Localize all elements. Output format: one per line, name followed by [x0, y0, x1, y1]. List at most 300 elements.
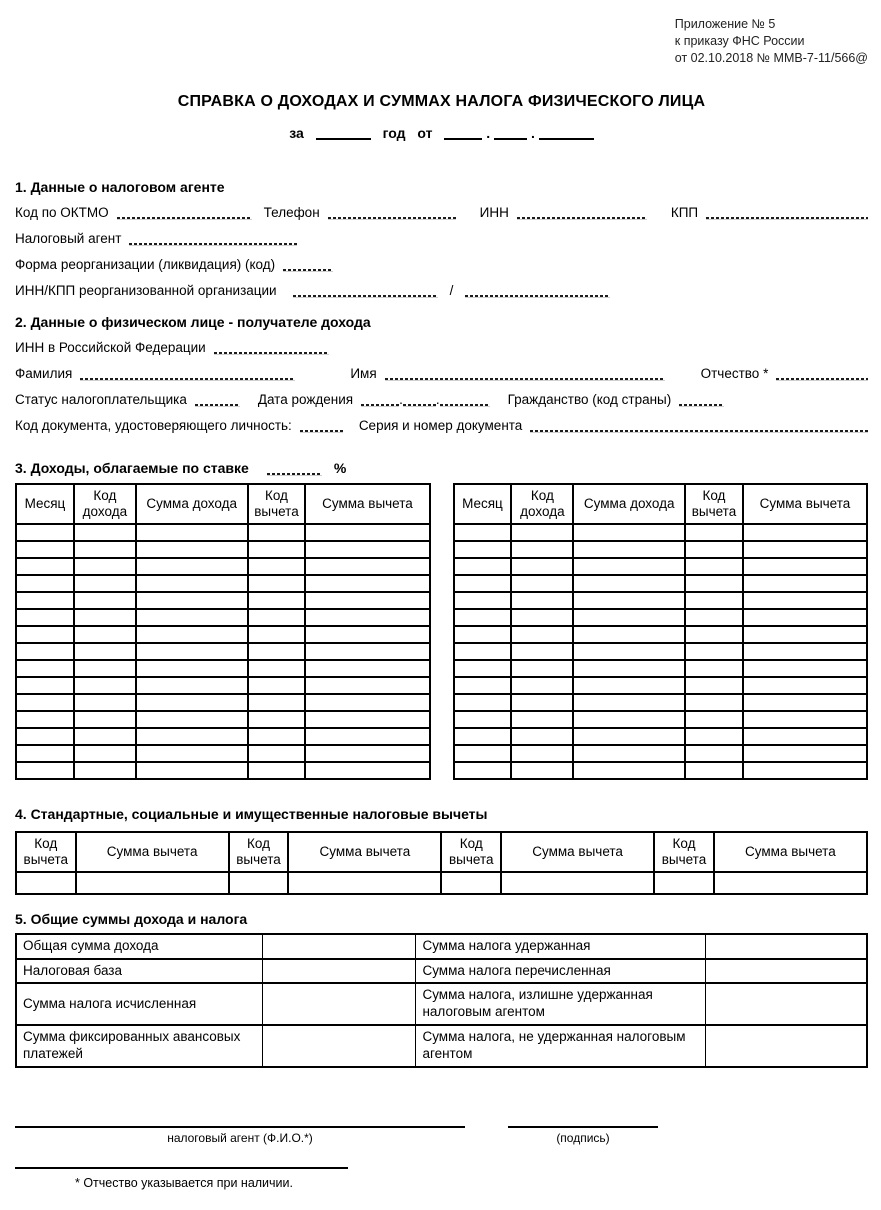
- income-table-cell[interactable]: [743, 609, 867, 626]
- income-table-cell[interactable]: [16, 762, 74, 779]
- oktmo-field[interactable]: [117, 206, 252, 220]
- income-table-cell[interactable]: [248, 711, 306, 728]
- period-year-field[interactable]: [316, 128, 371, 140]
- agent-signature-caption: налоговый агент (Ф.И.О.*): [167, 1130, 313, 1145]
- income-table-cell[interactable]: [573, 711, 685, 728]
- income-table-cell[interactable]: [454, 592, 512, 609]
- deductions-table-row: [16, 872, 867, 894]
- income-table-cell[interactable]: [136, 626, 248, 643]
- deduction-sum-header: Сумма вычета: [714, 832, 867, 872]
- period-year2-field[interactable]: [539, 128, 594, 140]
- income-table-cell[interactable]: [16, 524, 74, 541]
- totals-left-value[interactable]: [263, 983, 416, 1025]
- income-table-cell[interactable]: [454, 694, 512, 711]
- income-table-cell[interactable]: [248, 541, 306, 558]
- deduction-code-header: Код вычета: [16, 832, 76, 872]
- income-table-cell[interactable]: [511, 711, 573, 728]
- income-table-cell[interactable]: [743, 626, 867, 643]
- agent-inn-field[interactable]: [517, 206, 647, 220]
- section3-heading-row: [15, 459, 868, 476]
- income-table-cell[interactable]: [685, 609, 743, 626]
- period-ot-label: от: [417, 124, 433, 141]
- income-table-cell[interactable]: [743, 660, 867, 677]
- income-table-cell[interactable]: [454, 575, 512, 592]
- income-table-row: [454, 609, 868, 626]
- income-table-cell[interactable]: [305, 762, 429, 779]
- totals-right-label: Сумма налога, не удержанная налоговым агентом: [416, 1025, 705, 1067]
- income-table-row: [454, 694, 868, 711]
- income-table-cell[interactable]: [743, 592, 867, 609]
- income-table-row: [454, 575, 868, 592]
- percent-sign: %: [333, 459, 347, 476]
- reorg-form-label: Форма реорганизации (ликвидация) (код): [15, 256, 276, 272]
- income-table-cell[interactable]: [573, 558, 685, 575]
- period-za-label: за: [289, 124, 304, 141]
- income-column-header: Код дохода: [74, 484, 136, 524]
- income-table-row: [454, 558, 868, 575]
- income-table-row: [16, 575, 430, 592]
- income-table-cell[interactable]: [573, 592, 685, 609]
- totals-right-label: Сумма налога перечисленная: [416, 959, 705, 984]
- footnote-divider: [15, 1167, 348, 1169]
- birth-day-field[interactable]: [361, 393, 399, 407]
- income-table-cell[interactable]: [573, 694, 685, 711]
- income-table-cell[interactable]: [305, 592, 429, 609]
- income-column-header: Сумма вычета: [305, 484, 429, 524]
- deductions-table-cell[interactable]: [501, 872, 654, 894]
- birthdate-label: Дата рождения: [257, 391, 354, 407]
- totals-left-label: Налоговая база: [16, 959, 263, 984]
- income-table-row: [16, 643, 430, 660]
- income-table-cell[interactable]: [74, 541, 136, 558]
- totals-left-value[interactable]: [263, 959, 416, 984]
- income-table-cell[interactable]: [685, 728, 743, 745]
- income-table-cell[interactable]: [248, 592, 306, 609]
- income-table-cell[interactable]: [74, 609, 136, 626]
- income-table-cell[interactable]: [454, 677, 512, 694]
- income-table-cell[interactable]: [305, 626, 429, 643]
- income-table-cell[interactable]: [743, 694, 867, 711]
- income-table-row: [454, 745, 868, 762]
- income-table-cell[interactable]: [136, 541, 248, 558]
- phone-label: Телефон: [263, 204, 320, 220]
- income-table-row: [454, 541, 868, 558]
- income-table-cell[interactable]: [573, 660, 685, 677]
- income-table-cell[interactable]: [16, 694, 74, 711]
- income-table-cell[interactable]: [248, 694, 306, 711]
- income-table-cell[interactable]: [74, 660, 136, 677]
- income-table-cell[interactable]: [454, 711, 512, 728]
- section1-heading: 1. Данные о налоговом агенте: [15, 178, 225, 195]
- income-table-cell[interactable]: [305, 711, 429, 728]
- income-table-row: [16, 626, 430, 643]
- income-table: [453, 483, 869, 780]
- income-table-cell[interactable]: [136, 711, 248, 728]
- income-table-cell[interactable]: [248, 575, 306, 592]
- income-table-cell[interactable]: [454, 745, 512, 762]
- income-table-cell[interactable]: [511, 677, 573, 694]
- income-table-row: [16, 660, 430, 677]
- income-table-cell[interactable]: [74, 524, 136, 541]
- income-table-cell[interactable]: [74, 711, 136, 728]
- deduction-sum-header: Сумма вычета: [288, 832, 441, 872]
- person-inn-field[interactable]: [214, 341, 329, 355]
- income-table-cell[interactable]: [511, 558, 573, 575]
- totals-right-value[interactable]: [705, 983, 867, 1025]
- agent-signature-line[interactable]: [15, 1112, 465, 1128]
- income-table-cell[interactable]: [511, 694, 573, 711]
- income-table-cell[interactable]: [685, 660, 743, 677]
- section2-heading: 2. Данные о физическом лице - получателе дохода: [15, 313, 371, 330]
- income-table-cell[interactable]: [248, 677, 306, 694]
- surname-label: Фамилия: [15, 365, 73, 381]
- period-line: [15, 125, 868, 141]
- totals-right-value[interactable]: [705, 1025, 867, 1067]
- income-table-cell[interactable]: [136, 694, 248, 711]
- reorg-inn-kpp-row: [15, 281, 868, 307]
- oktmo-label: Код по ОКТМО: [15, 204, 109, 220]
- income-table-cell[interactable]: [74, 643, 136, 660]
- income-table-cell[interactable]: [685, 626, 743, 643]
- totals-left-value[interactable]: [263, 1025, 416, 1067]
- deductions-table: [15, 831, 868, 895]
- income-table-cell[interactable]: [743, 677, 867, 694]
- period-dot-1: .: [486, 124, 491, 141]
- income-table-cell[interactable]: [573, 541, 685, 558]
- totals-table-row: [16, 959, 867, 984]
- deduction-sum-header: Сумма вычета: [76, 832, 229, 872]
- income-table-row: [454, 524, 868, 541]
- income-table-cell[interactable]: [511, 762, 573, 779]
- totals-right-value[interactable]: [705, 934, 867, 959]
- income-table-cell[interactable]: [305, 677, 429, 694]
- income-table-cell[interactable]: [511, 745, 573, 762]
- income-table-cell[interactable]: [685, 694, 743, 711]
- deductions-table-cell[interactable]: [16, 872, 76, 894]
- income-table-cell[interactable]: [74, 558, 136, 575]
- income-table-row: [454, 643, 868, 660]
- income-table-cell[interactable]: [16, 643, 74, 660]
- deduction-sum-header: Сумма вычета: [501, 832, 654, 872]
- income-table-cell[interactable]: [136, 558, 248, 575]
- income-table-cell[interactable]: [454, 660, 512, 677]
- income-table-cell[interactable]: [136, 609, 248, 626]
- signature-line[interactable]: [508, 1112, 658, 1128]
- income-table-cell[interactable]: [305, 609, 429, 626]
- agent-kpp-field[interactable]: [706, 206, 868, 220]
- period-god-label: год: [382, 124, 406, 141]
- income-table-cell[interactable]: [136, 745, 248, 762]
- annex-line-2: к приказу ФНС России: [674, 33, 805, 48]
- citizenship-field[interactable]: [679, 393, 724, 407]
- income-table-cell[interactable]: [685, 677, 743, 694]
- income-table-cell[interactable]: [573, 524, 685, 541]
- signature-block: [508, 1112, 658, 1145]
- totals-right-label: Сумма налога, излишне удержанная налоговым агентом: [416, 983, 705, 1025]
- income-table-cell[interactable]: [16, 558, 74, 575]
- section5-heading: 5. Общие суммы дохода и налога: [15, 910, 248, 927]
- income-table-cell[interactable]: [511, 643, 573, 660]
- income-tables-container: [15, 483, 868, 780]
- birth-month-field[interactable]: [403, 393, 436, 407]
- annex-block: [15, 16, 868, 67]
- citizenship-label: Гражданство (код страны): [507, 391, 672, 407]
- income-table-cell[interactable]: [743, 575, 867, 592]
- income-table-cell[interactable]: [685, 541, 743, 558]
- name-field[interactable]: [385, 367, 665, 381]
- footnote-text: * Отчество указывается при наличии.: [75, 1175, 293, 1190]
- income-table-cell[interactable]: [573, 728, 685, 745]
- income-table-cell[interactable]: [136, 677, 248, 694]
- income-table-row: [16, 677, 430, 694]
- agent-codes-row: [15, 203, 868, 229]
- income-table-cell[interactable]: [16, 575, 74, 592]
- person-status-row: [15, 390, 868, 416]
- income-table-cell[interactable]: [511, 524, 573, 541]
- income-table-row: [16, 524, 430, 541]
- income-column-header: Сумма дохода: [136, 484, 248, 524]
- income-table-cell[interactable]: [16, 626, 74, 643]
- totals-table-row: [16, 934, 867, 959]
- income-table-cell[interactable]: [685, 643, 743, 660]
- income-table-cell[interactable]: [743, 541, 867, 558]
- income-table-cell[interactable]: [74, 762, 136, 779]
- income-table-cell[interactable]: [685, 711, 743, 728]
- income-table-cell[interactable]: [136, 660, 248, 677]
- income-table-row: [454, 711, 868, 728]
- income-table-cell[interactable]: [573, 575, 685, 592]
- income-table-cell[interactable]: [454, 728, 512, 745]
- deductions-table-cell[interactable]: [441, 872, 501, 894]
- name-label: Имя: [350, 365, 377, 381]
- income-table-cell[interactable]: [305, 694, 429, 711]
- income-table-row: [16, 609, 430, 626]
- income-table-cell[interactable]: [454, 609, 512, 626]
- income-table-cell[interactable]: [74, 677, 136, 694]
- annex-line-1: Приложение № 5: [674, 17, 776, 31]
- income-table: [15, 483, 431, 780]
- income-table-cell[interactable]: [136, 643, 248, 660]
- deductions-table-cell[interactable]: [654, 872, 714, 894]
- income-table-cell[interactable]: [685, 592, 743, 609]
- income-table-row: [16, 711, 430, 728]
- income-table-cell[interactable]: [305, 541, 429, 558]
- income-table-cell[interactable]: [511, 609, 573, 626]
- totals-table-row: [16, 983, 867, 1025]
- income-table-row: [454, 660, 868, 677]
- income-table-cell[interactable]: [743, 643, 867, 660]
- income-table-cell[interactable]: [305, 728, 429, 745]
- patronymic-field[interactable]: [776, 367, 868, 381]
- signature-area: [15, 1112, 868, 1145]
- agent-inn-label: ИНН: [479, 204, 509, 220]
- income-table-cell[interactable]: [136, 592, 248, 609]
- income-table-cell[interactable]: [74, 728, 136, 745]
- form-title: СПРАВКА О ДОХОДАХ И СУММАХ НАЛОГА ФИЗИЧЕСКОГО ЛИЦА: [177, 92, 706, 110]
- income-table-row: [16, 728, 430, 745]
- income-table-cell[interactable]: [685, 745, 743, 762]
- agent-signature-block: [15, 1112, 465, 1145]
- income-table-cell[interactable]: [16, 677, 74, 694]
- totals-left-label: Сумма фиксированных авансовых платежей: [16, 1025, 263, 1067]
- income-table-cell[interactable]: [305, 575, 429, 592]
- income-table-cell[interactable]: [16, 541, 74, 558]
- income-table-cell[interactable]: [74, 575, 136, 592]
- income-table-cell[interactable]: [248, 762, 306, 779]
- income-table-row: [16, 694, 430, 711]
- income-table-cell[interactable]: [305, 558, 429, 575]
- deductions-table-cell[interactable]: [288, 872, 441, 894]
- agent-name-field[interactable]: [129, 232, 297, 246]
- income-table-cell[interactable]: [248, 745, 306, 762]
- patronymic-label: Отчество *: [700, 365, 769, 381]
- totals-table: [15, 933, 868, 1068]
- income-table-cell[interactable]: [248, 626, 306, 643]
- deduction-code-header: Код вычета: [654, 832, 714, 872]
- period-day-field[interactable]: [444, 128, 482, 140]
- section3-heading: 3. Доходы, облагаемые по ставке: [15, 459, 249, 476]
- totals-left-label: Сумма налога исчисленная: [16, 983, 263, 1025]
- income-table-cell[interactable]: [16, 660, 74, 677]
- person-document-row: [15, 416, 868, 442]
- income-table-cell[interactable]: [743, 762, 867, 779]
- income-table-row: [16, 541, 430, 558]
- income-table-cell[interactable]: [74, 626, 136, 643]
- reorg-kpp-field[interactable]: [465, 284, 610, 298]
- income-column-header: Месяц: [16, 484, 74, 524]
- phone-field[interactable]: [328, 206, 456, 220]
- reorg-inn-field[interactable]: [293, 284, 438, 298]
- income-column-header: Код дохода: [511, 484, 573, 524]
- deductions-table-cell[interactable]: [76, 872, 229, 894]
- income-table-cell[interactable]: [511, 660, 573, 677]
- income-table-cell[interactable]: [743, 524, 867, 541]
- income-table-cell[interactable]: [248, 609, 306, 626]
- income-table-row: [454, 592, 868, 609]
- income-table-row: [16, 558, 430, 575]
- deductions-table-cell[interactable]: [714, 872, 867, 894]
- totals-left-value[interactable]: [263, 934, 416, 959]
- income-table-cell[interactable]: [743, 745, 867, 762]
- income-table-cell[interactable]: [248, 524, 306, 541]
- income-table-cell[interactable]: [74, 745, 136, 762]
- income-column-header: Сумма вычета: [743, 484, 867, 524]
- income-table-cell[interactable]: [743, 711, 867, 728]
- income-table-cell[interactable]: [685, 558, 743, 575]
- person-inn-row: [15, 338, 868, 364]
- section4-heading: 4. Стандартные, социальные и имущественные налоговые вычеты: [15, 805, 488, 822]
- income-table-cell[interactable]: [454, 626, 512, 643]
- agent-kpp-label: КПП: [670, 204, 699, 220]
- income-table-cell[interactable]: [16, 609, 74, 626]
- reorg-inn-kpp-label: ИНН/КПП реорганизованной организации: [15, 282, 277, 298]
- income-table-cell[interactable]: [685, 575, 743, 592]
- taxpayer-status-field[interactable]: [195, 393, 240, 407]
- income-table-cell[interactable]: [511, 728, 573, 745]
- income-table-cell[interactable]: [743, 558, 867, 575]
- doc-series-field[interactable]: [530, 419, 868, 433]
- doc-code-field[interactable]: [300, 419, 343, 433]
- income-table-cell[interactable]: [305, 524, 429, 541]
- income-table-cell[interactable]: [573, 745, 685, 762]
- income-table-cell[interactable]: [248, 728, 306, 745]
- income-table-cell[interactable]: [16, 745, 74, 762]
- income-table-cell[interactable]: [573, 762, 685, 779]
- income-table-row: [454, 762, 868, 779]
- income-table-cell[interactable]: [511, 626, 573, 643]
- income-table-cell[interactable]: [16, 592, 74, 609]
- income-table-cell[interactable]: [248, 643, 306, 660]
- annex-line-3: от 02.10.2018 № ММВ-7-11/566@: [674, 50, 868, 65]
- income-table-cell[interactable]: [573, 643, 685, 660]
- birthdate-dot-2: .: [435, 391, 440, 407]
- income-table-cell[interactable]: [248, 558, 306, 575]
- income-table-cell[interactable]: [511, 541, 573, 558]
- income-table-cell[interactable]: [511, 592, 573, 609]
- surname-field[interactable]: [80, 367, 295, 381]
- income-table-cell[interactable]: [511, 575, 573, 592]
- income-table-cell[interactable]: [305, 745, 429, 762]
- income-table-row: [454, 728, 868, 745]
- income-column-header: Месяц: [454, 484, 512, 524]
- income-table-cell[interactable]: [74, 592, 136, 609]
- income-table-cell[interactable]: [16, 728, 74, 745]
- income-table-cell[interactable]: [305, 660, 429, 677]
- income-column-header: Код вычета: [248, 484, 306, 524]
- income-table-cell[interactable]: [573, 626, 685, 643]
- income-table-cell[interactable]: [454, 558, 512, 575]
- income-table-row: [454, 626, 868, 643]
- reorg-slash: /: [449, 282, 454, 298]
- deduction-code-header: Код вычета: [229, 832, 289, 872]
- income-table-cell[interactable]: [573, 609, 685, 626]
- income-table-cell[interactable]: [136, 728, 248, 745]
- tax-rate-field[interactable]: [267, 462, 322, 476]
- income-table-cell[interactable]: [454, 524, 512, 541]
- deductions-table-cell[interactable]: [229, 872, 289, 894]
- income-table-row: [16, 745, 430, 762]
- period-dot-2: .: [530, 124, 535, 141]
- income-table-cell[interactable]: [454, 643, 512, 660]
- income-table-row: [454, 677, 868, 694]
- birth-year-field[interactable]: [440, 393, 490, 407]
- income-table-cell[interactable]: [305, 643, 429, 660]
- reorg-form-field[interactable]: [283, 258, 333, 272]
- income-table-cell[interactable]: [136, 575, 248, 592]
- person-fio-row: [15, 364, 868, 390]
- income-table-cell[interactable]: [454, 762, 512, 779]
- income-table-cell[interactable]: [136, 762, 248, 779]
- taxpayer-status-label: Статус налогоплательщика: [15, 391, 187, 407]
- income-table-cell[interactable]: [573, 677, 685, 694]
- income-table-cell[interactable]: [685, 762, 743, 779]
- totals-right-value[interactable]: [705, 959, 867, 984]
- income-table-cell[interactable]: [454, 541, 512, 558]
- income-column-header: Код вычета: [685, 484, 743, 524]
- income-column-header: Сумма дохода: [573, 484, 685, 524]
- income-table-cell[interactable]: [16, 711, 74, 728]
- totals-right-label: Сумма налога удержанная: [416, 934, 705, 959]
- income-table-cell[interactable]: [74, 694, 136, 711]
- signature-caption: (подпись): [556, 1130, 610, 1145]
- income-table-cell[interactable]: [248, 660, 306, 677]
- income-table-row: [16, 762, 430, 779]
- period-month-field[interactable]: [494, 128, 527, 140]
- totals-table-row: [16, 1025, 867, 1067]
- income-table-cell[interactable]: [136, 524, 248, 541]
- income-table-cell[interactable]: [685, 524, 743, 541]
- income-table-cell[interactable]: [743, 728, 867, 745]
